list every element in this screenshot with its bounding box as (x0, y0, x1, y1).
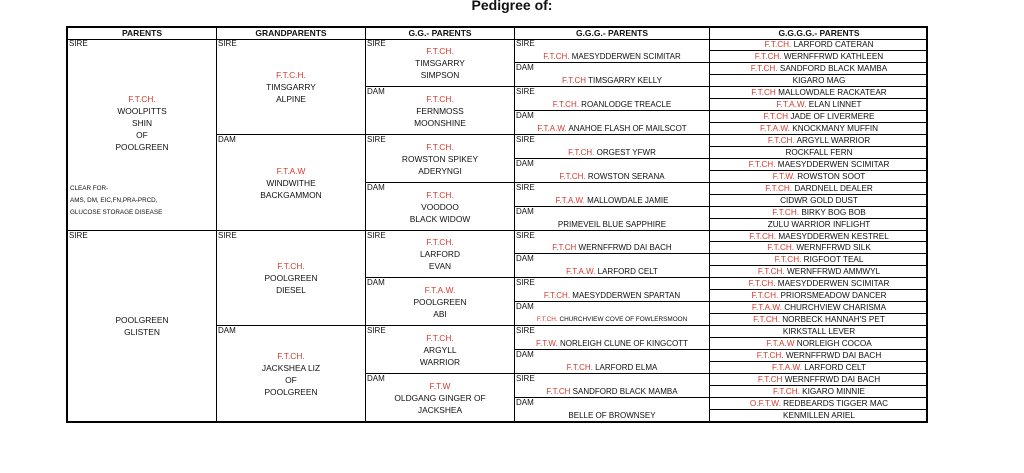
ggg-parent-name: SANDFORD BLACK MAMBA (572, 387, 678, 397)
gggg-parent-title: F.T.CH. (753, 315, 783, 325)
gggg-parent-row (710, 302, 928, 314)
gggg-parent-row (710, 147, 928, 159)
ggg-parent-cell (515, 159, 709, 183)
gggg-parent-title: F.T.CH. (767, 243, 797, 253)
ggg-parent-entry (515, 75, 709, 86)
gg-parent-cell (366, 87, 514, 135)
gggg-parent-name: KENMILLEN ARIEL (783, 411, 855, 421)
gg-parent-name: EVAN (428, 261, 452, 272)
gg-parent-name: WARRIOR (419, 357, 461, 368)
gggg-parent-row (710, 386, 928, 398)
grandparent-name: ALPINE (276, 93, 306, 104)
grandparent-title: F.T.CH. (277, 351, 305, 362)
ggg-parent-cell (515, 374, 709, 398)
ggg-parent-name: BELLE OF BROWNSEY (568, 411, 656, 420)
gggg-parent-name: DARDNELL DEALER (794, 183, 873, 193)
gggg-parent-row (710, 183, 928, 195)
gggg-parent-title: F.T.CH. (749, 231, 779, 241)
gg-parent-cell (366, 374, 514, 422)
ggg-parent-tag: DAM (516, 350, 534, 360)
gggg-parent-title: F.T.A.W. (759, 123, 793, 133)
ggg-parent-title: F.T.W. (535, 339, 560, 349)
gg-parent-title: F.T.A.W. (424, 285, 456, 296)
parent-name: POOLGREEN (115, 141, 169, 152)
ggg-parent-cell (515, 302, 709, 326)
grandparent-name: TIMSGARRY (266, 81, 316, 92)
ggg-parent-entry (515, 290, 709, 301)
ggg-parent-name: CHURCHVIEW COVE OF FOWLERSMOON (559, 316, 688, 324)
gg-parent-name: OLDGANG GINGER OF (394, 393, 486, 404)
ggg-parent-name: ROANLODGE TREACLE (581, 99, 672, 109)
ggg-parent-name: TIMSGARRY KELLY (588, 75, 662, 85)
pedigree-body (68, 39, 926, 422)
ggg-parent-tag: DAM (516, 398, 534, 408)
grandparent-tag: DAM (218, 326, 236, 336)
gggg-parent-row (710, 207, 928, 219)
ggg-parent-entry (515, 266, 709, 277)
gggg-parent-row (710, 159, 928, 171)
parent-tag: SIRE (69, 230, 88, 240)
gggg-parent-row (710, 410, 928, 422)
gg-parent-cell (366, 135, 514, 183)
gggg-parent-name: BIRKY BOG BOB (801, 207, 866, 217)
grandparent-name: JACKSHEA LIZ (261, 363, 321, 374)
gggg-parent-title: F.T.A.W. (776, 99, 809, 109)
gg-parent-name: ROWSTON SPIKEY (401, 153, 479, 164)
gggg-parent-name: WERNFFRWD SILK (796, 243, 871, 253)
ggg-parent-name: MAESYDDERWEN SPARTAN (572, 291, 681, 301)
ggg-parent-cell (515, 39, 709, 63)
gggg-parent-row (710, 350, 928, 362)
gg-parent-title: F.T.W (429, 381, 451, 392)
gggg-parent-title: F.T.A.W. (751, 303, 785, 313)
gggg-parent-row (710, 362, 928, 374)
gggg-parent-title: F.T.CH. (757, 267, 787, 277)
gggg-parent-name: JADE OF LIVERMERE (790, 111, 875, 121)
grandparent-cell (217, 231, 365, 327)
grandparent-tag: SIRE (218, 39, 237, 48)
grandparent-title: F.T.A.W (276, 165, 306, 176)
gggg-parent-name: ROWSTON SOOT (797, 171, 866, 181)
gg-parent-tag: SIRE (367, 326, 386, 336)
gg-parent-tag: DAM (367, 182, 385, 192)
ggg-parent-entry (515, 338, 709, 349)
gg-parent-name: JACKSHEA (417, 405, 463, 416)
gggg-parent-name: WERNFFRWD DAI BACH (785, 351, 882, 361)
ggg-parent-entry (515, 147, 709, 158)
gggg-parent-title: F.T.CH. (754, 51, 784, 61)
gg-parent-title: F.T.CH. (426, 45, 454, 56)
gggg-parent-title: F.T.W. (772, 171, 798, 181)
parent-name: WOOLPITTS (117, 105, 167, 116)
parent-name: OF (136, 129, 148, 140)
gg-parent-name: ARGYLL (423, 345, 457, 356)
gggg-parent-title: F.T.CH (763, 111, 791, 121)
parent-health-note: GLUCOSE STORAGE DISEASE (70, 208, 163, 216)
gggg-parent-row (710, 123, 928, 135)
gggg-parent-name: NORBECK HANNAH'S PET (782, 315, 885, 325)
gg-parent-title: F.T.CH. (426, 141, 454, 152)
ggg-parent-tag: DAM (516, 62, 534, 72)
gg-parent-name: MOONSHINE (414, 117, 466, 128)
parent-health-note: AMS, DM, EIC,FN,PRA-PRCD, (70, 196, 158, 204)
gggg-parent-name: CHURCHVIEW CHARISMA (784, 303, 887, 313)
grandparent-tag: SIRE (218, 230, 237, 240)
gg-parents-column (366, 39, 515, 422)
gggg-parent-name: REDBEARDS TIGGER MAC (783, 399, 889, 409)
ggg-parent-title: F.T.CH (552, 243, 579, 253)
gggg-parent-row (710, 51, 928, 63)
gggg-parent-row (710, 326, 928, 338)
ggg-parent-name: ANAHOE FLASH OF MAILSCOT (568, 123, 687, 133)
parent-title: F.T.CH. (128, 93, 156, 104)
gggg-parent-row (710, 278, 928, 290)
gggg-parent-row (710, 374, 928, 386)
gggg-parent-row (710, 39, 928, 51)
ggg-parent-cell (515, 326, 709, 350)
gg-parent-name: POOLGREEN (413, 297, 467, 308)
gggg-parent-title: F.T.CH. (774, 255, 804, 265)
gggg-parent-title: F.T.A.W (766, 339, 797, 349)
gggg-parent-row (710, 111, 928, 123)
ggg-parent-title: F.T.A.W. (555, 195, 588, 205)
gggg-parent-name: NORLEIGH COCOA (796, 339, 872, 349)
gg-parent-name: VOODOO (421, 201, 459, 212)
header-5: G.G.G.G.- PARENTS (778, 28, 860, 38)
ggg-parent-cell (515, 111, 709, 135)
gggg-parent-title: F.T.CH. (773, 387, 803, 397)
ggg-parent-entry (515, 51, 709, 62)
parent-cell (68, 39, 216, 231)
parent-name: GLISTEN (124, 327, 160, 338)
gggg-parent-name: WERNFFRWD KATHLEEN (783, 51, 884, 61)
ggg-parent-name: ORGEST YFWR (596, 147, 656, 157)
gg-parent-title: F.T.CH. (426, 93, 454, 104)
ggg-parent-entry (515, 195, 709, 206)
gggg-parent-title: F.T.CH. (765, 183, 795, 193)
ggg-parent-title: F.T.CH (562, 75, 589, 85)
gggg-parent-title: O.F.T.W. (749, 399, 784, 409)
gggg-parent-name: WERNFFRWD AMMWYL (787, 267, 881, 277)
gggg-parent-row (710, 195, 928, 207)
gggg-parent-name: LARFORD CATERAN (793, 40, 874, 49)
ggg-parent-title: F.T.A.W. (566, 267, 598, 277)
gggg-parent-title: F.T.CH. (748, 279, 778, 289)
ggg-parent-cell (515, 87, 709, 111)
ggg-parent-title: F.T.CH. (568, 147, 597, 157)
grandparent-title: F.T.CH. (277, 261, 305, 272)
ggg-parent-tag: SIRE (516, 182, 535, 192)
ggg-parent-title: F.T.CH. (559, 171, 588, 181)
ggg-parent-title: F.T.CH. (543, 291, 573, 301)
grandparent-cell (217, 135, 365, 231)
gggg-parent-title: F.T.CH (751, 87, 779, 97)
gg-parent-tag: SIRE (367, 134, 386, 144)
gg-parent-cell (366, 278, 514, 326)
gggg-parent-name: CIDWR GOLD DUST (780, 195, 858, 205)
ggg-parent-cell (515, 350, 709, 374)
gg-parent-tag: DAM (367, 374, 385, 384)
ggg-parent-entry (515, 314, 709, 325)
gggg-parent-name: KIGARO MAG (792, 75, 846, 85)
ggg-parent-tag: DAM (516, 158, 534, 168)
gggg-parent-name: WERNFFRWD DAI BACH (784, 375, 881, 385)
gg-parent-name: TIMSGARRY (415, 57, 465, 68)
gggg-parent-name: ZULU WARRIOR INFLIGHT (767, 219, 871, 229)
grandparent-tag: DAM (218, 134, 236, 144)
grandparents-column (217, 39, 366, 422)
ggg-parent-entry (515, 410, 709, 421)
ggg-parent-title: F.T.CH. (566, 363, 596, 373)
ggg-parent-tag: SIRE (516, 230, 535, 240)
gggg-parent-row (710, 398, 928, 410)
ggg-parent-name: LARFORD CELT (597, 267, 658, 277)
ggg-parent-title: F.T.CH. (552, 99, 582, 109)
gggg-parent-title: F.T.CH. (767, 135, 797, 145)
gg-parent-name: FERNMOSS (416, 105, 464, 116)
gggg-parent-title: F.T.CH. (751, 291, 781, 301)
ggg-parent-cell (515, 254, 709, 278)
ggg-parent-cell (515, 278, 709, 302)
gggg-parent-name: MAESYDDERWEN SCIMITAR (777, 159, 890, 169)
gggg-parent-title: F.T.CH. (750, 63, 780, 73)
gg-parent-tag: SIRE (367, 230, 386, 240)
grandparent-title: F.T.C.H. (276, 69, 306, 80)
gggg-parent-name: KIGARO MINNIE (802, 387, 865, 397)
gggg-parent-name: ROCKFALL FERN (785, 147, 853, 157)
grandparent-name: BACKGAMMON (260, 189, 322, 200)
ggg-parent-cell (515, 63, 709, 87)
ggg-parent-cell (515, 207, 709, 231)
grandparent-cell (217, 39, 365, 135)
gggg-parent-row (710, 314, 928, 326)
ggg-parent-entry (515, 171, 709, 182)
ggg-parent-tag: SIRE (516, 86, 535, 96)
gggg-parent-name: ARGYLL WARRIOR (796, 135, 871, 145)
gggg-parent-title: F.T.CH. (756, 351, 786, 361)
ggg-parent-name: ROWSTON SERANA (587, 171, 665, 181)
gg-parent-name: ABI (433, 309, 447, 320)
gggg-parent-name: KIRKSTALL LEVER (782, 327, 856, 337)
gggg-parent-row (710, 338, 928, 350)
ggg-parent-entry (515, 362, 709, 373)
ggg-parent-entry (515, 99, 709, 110)
gggg-parent-row (710, 135, 928, 147)
ggg-parent-name: MALLOWDALE JAMIE (587, 195, 669, 205)
grandparent-name: POOLGREEN (264, 387, 318, 398)
ggg-parent-tag: DAM (516, 254, 534, 264)
gggg-parent-name: MAESYDDERWEN KESTREL (778, 231, 889, 241)
gggg-parent-title: F.T.A.W. (771, 363, 805, 373)
gggg-parent-row (710, 87, 928, 99)
ggg-parent-entry (515, 219, 709, 230)
gggg-parent-name: PRIORSMEADOW DANCER (780, 291, 887, 301)
gg-parent-tag: DAM (367, 278, 385, 288)
gg-parent-name: LARFORD (419, 249, 461, 260)
grandparent-name: WINDWITHE (266, 177, 316, 188)
ggg-parent-name: WERNFFRWD DAI BACH (578, 243, 672, 253)
gggg-parent-row (710, 242, 928, 254)
gggg-parent-title: F.T.CH. (764, 40, 794, 49)
gggg-parent-row (710, 266, 928, 278)
gggg-parent-row (710, 75, 928, 87)
ggg-parent-title: F.T.CH (546, 387, 573, 397)
gg-parent-name: BLACK WIDOW (409, 213, 471, 224)
gggg-parent-row (710, 63, 928, 75)
ggg-parent-tag: DAM (516, 206, 534, 216)
gggg-parent-row (710, 219, 928, 231)
ggg-parent-title: F.T.CH. (543, 51, 572, 61)
gg-parent-cell (366, 39, 514, 87)
gg-parent-title: F.T.CH. (426, 237, 454, 248)
ggg-parent-entry (515, 386, 709, 397)
grandparent-name: DIESEL (276, 285, 306, 296)
header-4: G.G.G.- PARENTS (515, 28, 710, 39)
ggg-parent-name: NORLEIGH CLUNE OF KINGCOTT (559, 339, 688, 349)
gggg-parent-title: F.T.CH. (748, 159, 778, 169)
parent-name: SHIN (131, 117, 152, 128)
ggg-parent-cell (515, 183, 709, 207)
header-2: GRANDPARENTS (217, 28, 366, 39)
gggg-parent-row (710, 254, 928, 266)
ggg-parent-title: F.T.A.W. (537, 123, 569, 133)
header-1: PARENTS (68, 28, 217, 39)
parent-tag: SIRE (69, 39, 88, 48)
ggg-parent-tag: SIRE (516, 326, 535, 336)
ggg-parent-tag: SIRE (516, 134, 535, 144)
grandparent-cell (217, 326, 365, 422)
ggg-parent-cell (515, 135, 709, 159)
ggg-parent-entry (515, 242, 709, 253)
gggg-parent-name: SANDFORD BLACK MAMBA (779, 63, 888, 73)
gggg-parent-row (710, 171, 928, 183)
parent-health-note: CLEAR FOR- (70, 184, 109, 192)
parents-column (68, 39, 217, 422)
grandparent-name: OF (285, 375, 297, 386)
gg-parent-cell (366, 326, 514, 374)
gggg-parent-row (710, 290, 928, 302)
gg-parent-tag: DAM (367, 86, 385, 96)
gggg-parent-name: MALLOWDALE RACKATEAR (778, 87, 887, 97)
ggg-parent-cell (515, 398, 709, 422)
gggg-parent-row (710, 99, 928, 111)
pedigree-table (66, 26, 928, 423)
gggg-parent-title: F.T.CH (757, 375, 785, 385)
gggg-parent-name: MAESYDDERWEN SCIMITAR (777, 279, 890, 289)
parent-name: POOLGREEN (115, 315, 169, 326)
gg-parent-tag: SIRE (367, 39, 386, 48)
ggg-parents-column (515, 39, 710, 422)
gggg-parent-name: LARFORD CELT (804, 363, 866, 373)
parent-cell (68, 231, 216, 423)
ggg-parent-tag: DAM (516, 302, 534, 312)
gggg-parent-name: ELAN LINNET (808, 99, 862, 109)
ggg-parent-tag: SIRE (516, 374, 535, 384)
gggg-parent-name: KNOCKMANY MUFFIN (792, 123, 879, 133)
gg-parent-cell (366, 231, 514, 279)
ggg-parent-name: PRIMEVEIL BLUE SAPPHIRE (557, 219, 667, 229)
gg-parent-cell (366, 183, 514, 231)
gggg-parent-title: F.T.CH. (772, 207, 802, 217)
header-3: G.G.- PARENTS (366, 28, 515, 39)
ggg-parent-tag: DAM (516, 110, 534, 120)
gg-parent-name: SIMPSON (420, 69, 460, 80)
gg-parent-name: ADERYNGI (418, 165, 462, 176)
ggg-parent-name: MAESYDDERWEN SCIMITAR (571, 51, 681, 61)
page-title: Pedigree of: (471, 0, 553, 13)
ggg-parent-name: LARFORD ELMA (595, 363, 658, 373)
gggg-parent-name: RIGFOOT TEAL (803, 255, 864, 265)
gg-parent-title: F.T.CH. (426, 189, 454, 200)
gg-parent-title: F.T.CH. (426, 333, 454, 344)
ggg-parent-cell (515, 231, 709, 255)
ggg-parent-tag: SIRE (516, 39, 535, 48)
gggg-parents-column (710, 39, 928, 422)
ggg-parent-tag: SIRE (516, 278, 535, 288)
grandparent-name: POOLGREEN (264, 273, 318, 284)
gggg-parent-row (710, 231, 928, 243)
ggg-parent-entry (515, 123, 709, 134)
ggg-parent-title: F.T.CH. (536, 316, 560, 324)
